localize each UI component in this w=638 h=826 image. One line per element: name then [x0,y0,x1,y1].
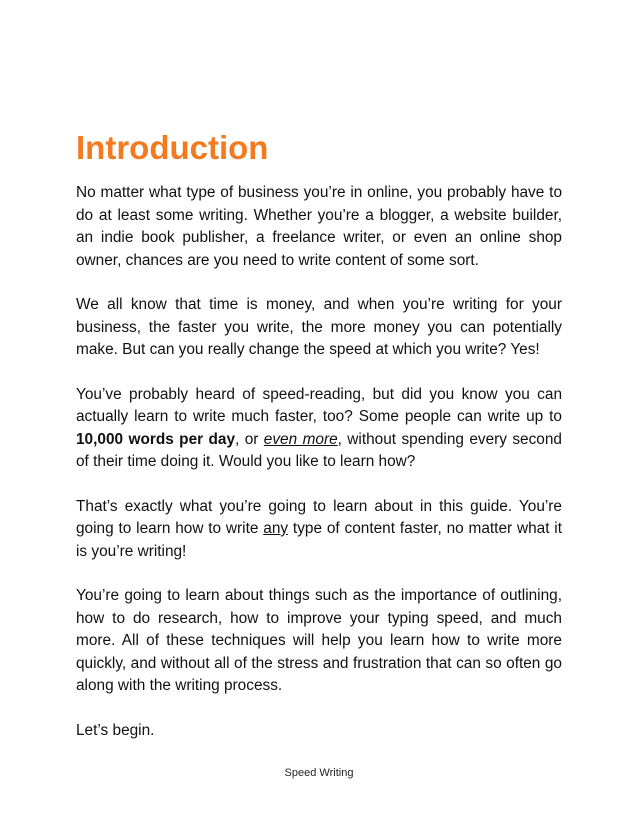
paragraph-6-text: Let’s begin. [76,721,155,739]
paragraph-1-text: No matter what type of business you’re in online, you probably have to do at least some writing. Whether you’re a blogger, a website builder, an indie book publisher, a freelance writer, or even an online shop owner, chances are you need to write content of some sort. [76,184,562,269]
paragraph-2 [76,294,562,362]
paragraph-3-text-part-3: , without spending every second of their time doing it. Would you like to learn how? [76,430,562,470]
paragraph-6 [76,720,562,743]
paragraph-4-text-part-1: That’s exactly what you’re going to learn about in this guide. You’re going to learn how to write [76,497,562,537]
paragraph-4-text-part-2: type of content faster, no matter what it is you’re writing! [76,520,563,560]
paragraph-3-text-part-2: , or [235,430,264,448]
paragraph-1 [76,182,562,272]
paragraph-2-text: We all know that time is money, and when you’re writing for your business, the faster you write, the more money you can potentially make. But can you really change the speed at which you write? Yes! [76,296,562,358]
paragraph-3 [76,384,562,474]
paragraph-3-emphasis-text: even more [263,430,338,448]
paragraph-5-text: You’re going to learn about things such as the importance of outlining, how to do research, how to improve your typing speed, and much more. All of these techniques will help you learn how to write more quickly, and without all of the stress and frustration that can so often go along with the writing process. [76,587,562,694]
document-content [76,128,562,742]
paragraph-4 [76,496,562,564]
page-footer: Speed Writing [284,767,354,779]
paragraph-5 [76,585,562,698]
paragraph-3-text-part-1: You’ve probably heard of speed-reading, but did you know you can actually learn to write much faster, too? Some people can write up to [76,385,562,425]
page-title: Introduction [76,129,269,166]
paragraph-4-underlined-text: any [263,520,289,537]
paragraph-3-bold-text: 10,000 words per day [76,430,236,448]
